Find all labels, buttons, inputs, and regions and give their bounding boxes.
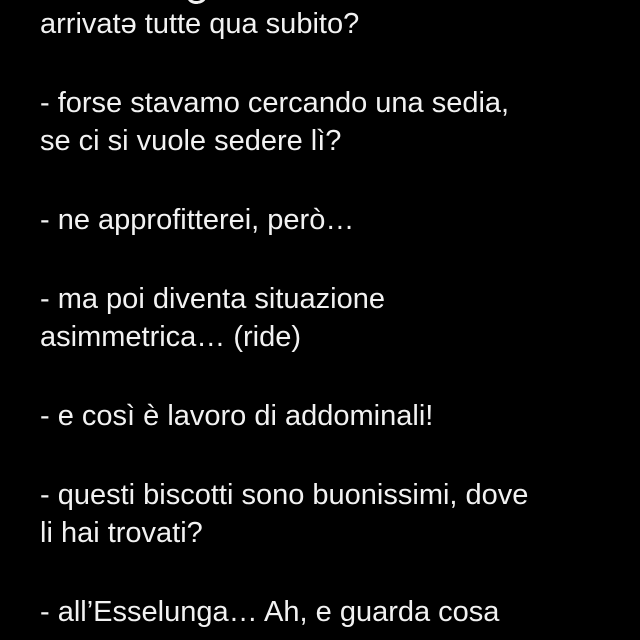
paragraph bbox=[40, 84, 624, 160]
dialogue-line: arrivatə tutte qua subito? bbox=[40, 8, 360, 40]
dialogue-line: - e così è lavoro di addominali! bbox=[40, 400, 434, 432]
paragraph bbox=[40, 5, 624, 43]
dialogue-line: li hai trovati? bbox=[40, 517, 203, 549]
dialogue-line: - questi biscotti sono buonissimi, dove bbox=[40, 479, 529, 511]
dialogue-line: asimmetrica… (ride) bbox=[40, 321, 302, 353]
paragraph bbox=[40, 476, 624, 552]
dialogue-line: - forse stavamo cercando una sedia, bbox=[40, 87, 510, 119]
dialogue-text-post bbox=[40, 5, 624, 640]
dialogue-line: - ma poi diventa situazione bbox=[40, 283, 385, 315]
dialogue-line: se ci si vuole sedere lì? bbox=[40, 125, 342, 157]
paragraph bbox=[40, 397, 624, 435]
dialogue-line: - all’Esselunga… Ah, e guarda cosa bbox=[40, 596, 500, 628]
dialogue-line: - ne approfitterei, però… bbox=[40, 204, 355, 236]
paragraph bbox=[40, 593, 624, 631]
paragraph bbox=[40, 201, 624, 239]
paragraph bbox=[40, 280, 624, 356]
